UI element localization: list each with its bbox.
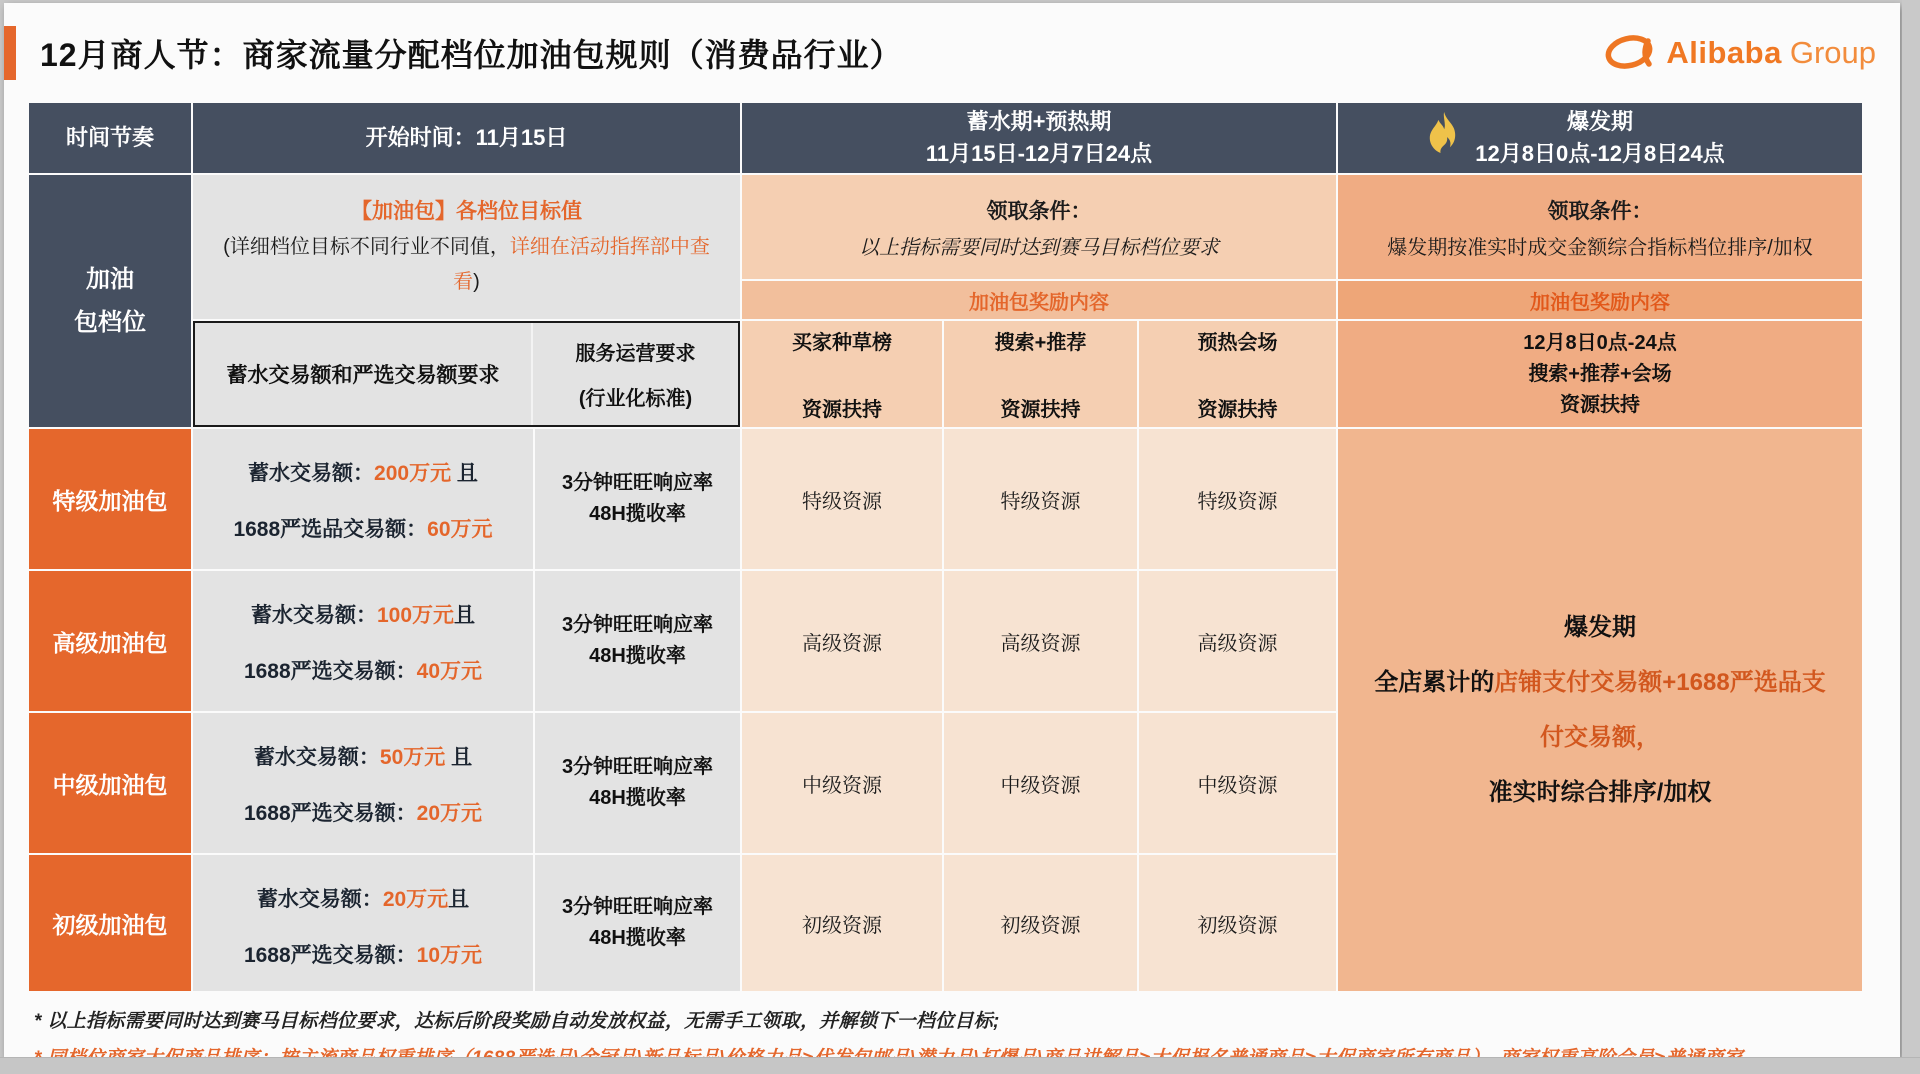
tier-4-resource-1: 初级资源 — [742, 855, 942, 991]
target-note: (详细档位目标不同行业不同值，详细在活动指挥部中查看) — [223, 236, 710, 294]
phase2-col-header: 12月8日0点-24点 搜索+推荐+会场 资源扶持 — [1338, 321, 1862, 427]
tier-1-resource-1: 特级资源 — [742, 429, 942, 569]
flame-icon — [1424, 111, 1460, 166]
target-title: 【加油包】各档位目标值 — [351, 199, 582, 223]
title-row — [4, 3, 1900, 89]
tier-4-service: 3分钟旺旺响应率 48H揽收率 — [535, 855, 740, 991]
page-title: 12月商人节：商家流量分配档位加油包规则（消费品行业） — [40, 37, 903, 73]
subheader-trade-req: 蓄水交易额和严选交易额要求 — [226, 364, 500, 387]
phase1-col-header-3: 预热会场 资源扶持 — [1139, 321, 1336, 427]
tier-3-label: 中级加油包 — [29, 713, 191, 853]
tier-3-req-line2: 1688严选交易额：20万元 — [243, 802, 483, 825]
page-edge-bottom — [0, 1057, 1920, 1074]
title-accent-bar — [4, 26, 16, 80]
phase1-col-header-1: 买家种草榜 资源扶持 — [742, 321, 942, 427]
burst-summary-cell: 爆发期 全店累计的店铺支付交易额+1688严选品支付交易额， 准实时综合排序/加权 — [1338, 429, 1862, 991]
tier-1-resource-3: 特级资源 — [1139, 429, 1336, 569]
tier-2-req-line1: 蓄水交易额：100万元且 — [250, 604, 476, 627]
tier-2-resource-2: 高级资源 — [944, 571, 1137, 711]
logo-brand-text: Alibaba — [1666, 35, 1782, 70]
tier-2-service: 3分钟旺旺响应率 48H揽收率 — [535, 571, 740, 711]
tier-4-resource-3: 初级资源 — [1139, 855, 1336, 991]
subheader-box — [193, 321, 740, 427]
alibaba-logo-icon — [1604, 31, 1658, 76]
tier-2-resource-3: 高级资源 — [1139, 571, 1336, 711]
tier-1-service: 3分钟旺旺响应率 48H揽收率 — [535, 429, 740, 569]
tier-3-resource-1: 中级资源 — [742, 713, 942, 853]
tier-3-resource-3: 中级资源 — [1139, 713, 1336, 853]
tier-3-requirements — [193, 713, 533, 853]
tier-1-label: 特级加油包 — [29, 429, 191, 569]
footnote-1: * 以上指标需要同时达到赛马目标档位要求，达标后阶段奖励自动发放权益，无需手工领取，并解锁下一档位目标; — [34, 1011, 1000, 1032]
page-edge-right — [1902, 0, 1920, 1074]
phase2-reward-band: 加油包奖励内容 — [1338, 281, 1862, 319]
tier-3-resource-2: 中级资源 — [944, 713, 1137, 853]
side-label-cell: 加油 包档位 — [29, 175, 191, 427]
tier-4-label: 初级加油包 — [29, 855, 191, 991]
tier-1-resource-2: 特级资源 — [944, 429, 1137, 569]
tier-1-req-line2: 1688严选品交易额：60万元 — [233, 518, 493, 541]
tier-1-req-line1: 蓄水交易额：200万元 且 — [248, 462, 478, 485]
phase1-reward-band: 加油包奖励内容 — [742, 281, 1336, 319]
tier-4-resource-2: 初级资源 — [944, 855, 1137, 991]
header-cell-phase2: 爆发期 12月8日0点-12月8日24点 — [1338, 103, 1862, 173]
rules-table — [29, 103, 1862, 991]
target-values-cell — [193, 175, 740, 319]
header-cell-start-time: 开始时间：11月15日 — [193, 103, 740, 173]
subheader-service-req: 服务运营要求 (行业化标准) — [531, 323, 738, 425]
target-note-link: 详细在活动指挥部中查看 — [453, 236, 710, 294]
tier-4-req-line2: 1688严选交易额：10万元 — [243, 944, 483, 967]
alibaba-logo — [1604, 31, 1876, 76]
tier-2-req-line2: 1688严选交易额：40万元 — [243, 660, 483, 683]
tier-3-service: 3分钟旺旺响应率 48H揽收率 — [535, 713, 740, 853]
tier-2-label: 高级加油包 — [29, 571, 191, 711]
tier-4-req-line1: 蓄水交易额：20万元且 — [256, 888, 470, 911]
tier-1-requirements — [193, 429, 533, 569]
tier-2-resource-1: 高级资源 — [742, 571, 942, 711]
header-cell-phase1: 蓄水期+预热期 11月15日-12月7日24点 — [742, 103, 1336, 173]
burst-summary-line2: 全店累计的店铺支付交易额+1688严选品支付交易额， — [1374, 668, 1826, 751]
tier-2-requirements — [193, 571, 533, 711]
tier-3-req-line1: 蓄水交易额：50万元 且 — [253, 746, 473, 769]
slide — [4, 3, 1900, 1057]
phase2-claim-cell: 领取条件： 爆发期按准实时成交金额综合指标档位排序/加权 — [1338, 175, 1862, 279]
phase1-col-header-2: 搜索+推荐 资源扶持 — [944, 321, 1137, 427]
header-cell-time-label: 时间节奏 — [29, 103, 191, 173]
tier-4-requirements — [193, 855, 533, 991]
logo-group-text: Group — [1789, 35, 1876, 70]
phase1-claim-cell: 领取条件： 以上指标需要同时达到赛马目标档位要求 — [742, 175, 1336, 279]
